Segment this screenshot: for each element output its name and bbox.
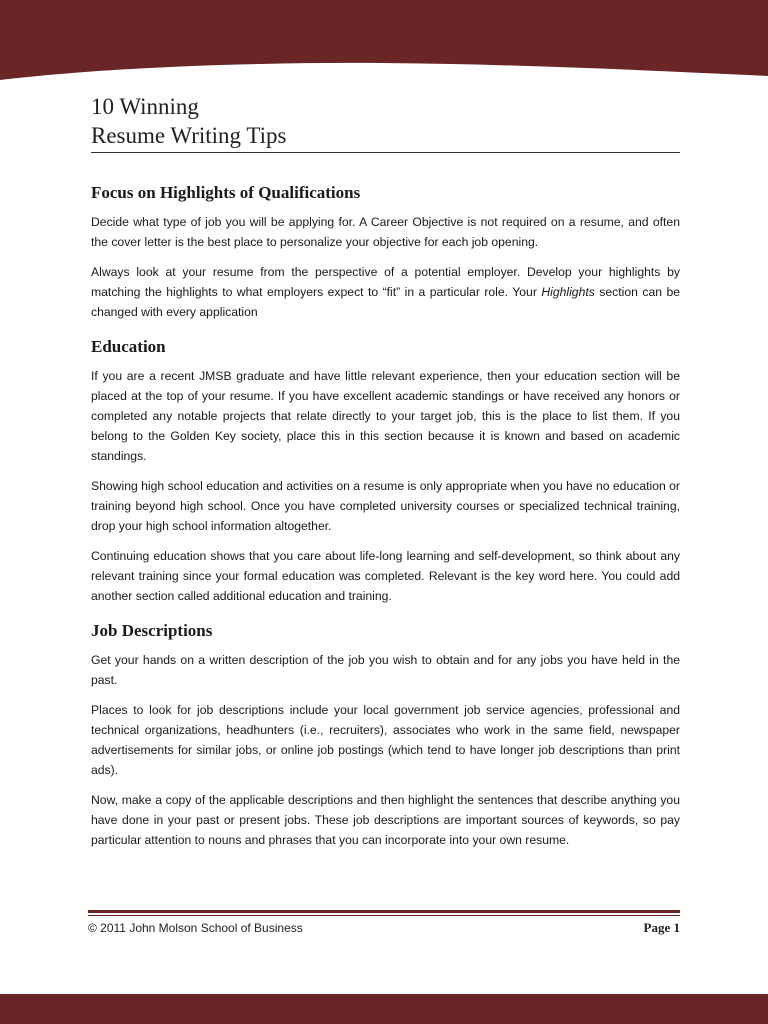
- section-heading: Focus on Highlights of Qualifications: [91, 183, 361, 202]
- document-body: [91, 182, 680, 860]
- emphasis-text: Highlights: [541, 285, 595, 299]
- paragraph-text: Always look at your resume from the perspective of a potential employer. Develop your highlights by matching the highlights to what employers expect to “fit” in a particular role. Your: [91, 265, 680, 299]
- paragraph: Now, make a copy of the applicable descriptions and then highlight the sentences that describe anything you have done in your past or present jobs. These job descriptions are important sources of keywords, so pay particular attention to nouns and phrases that you can incorporate into your own resume.: [91, 793, 680, 847]
- footer-band: [0, 994, 768, 1024]
- footer-copyright: © 2011 John Molson School of Business: [88, 921, 303, 935]
- header-band: [0, 0, 768, 84]
- paragraph: Continuing education shows that you care about life-long learning and self-development, so think about any relevant training since your formal education was completed. Relevant is the key word here. You could add another section called additional education and training.: [91, 549, 680, 603]
- header-wave-shape: [0, 0, 768, 84]
- section-heading: Education: [91, 337, 166, 356]
- paragraph: Showing high school education and activities on a resume is only appropriate when you have no education or training beyond high school. Once you have completed university courses or specialized technical training, drop your high school information altogether.: [91, 479, 680, 533]
- paragraph-text: section can be changed with every application: [91, 285, 680, 319]
- section-education: [91, 336, 680, 606]
- paragraph: If you are a recent JMSB graduate and have little relevant experience, then your education section will be placed at the top of your resume. If you have excellent academic standings or have received any honors or completed any notable projects that relate directly to your target job, this is the place to list them. If you belong to the Golden Key society, place this in this section because it is known and based on academic standings.: [91, 369, 680, 463]
- page-footer: [88, 910, 680, 936]
- footer-rule: [88, 915, 680, 916]
- section-job-descriptions: [91, 620, 680, 850]
- section-highlights: [91, 182, 680, 322]
- page-number: Page 1: [643, 920, 680, 935]
- document-title: [91, 92, 680, 153]
- title-line-2: Resume Writing Tips: [91, 123, 287, 148]
- footer-row: [88, 920, 680, 936]
- paragraph: Places to look for job descriptions include your local government job service agencies, professional and technical organizations, headhunters (i.e., recruiters), associates who work in the same field, newspaper advertisements for similar jobs, or online job postings (which tend to have longer job descriptions than print ads).: [91, 703, 680, 777]
- title-line-1: 10 Winning: [91, 94, 199, 119]
- section-heading: Job Descriptions: [91, 621, 213, 640]
- footer-rule: [88, 910, 680, 913]
- paragraph: Get your hands on a written description of the job you wish to obtain and for any jobs you have held in the past.: [91, 653, 680, 687]
- paragraph: Decide what type of job you will be applying for. A Career Objective is not required on a resume, and often the cover letter is the best place to personalize your objective for each job opening.: [91, 215, 680, 249]
- paragraph: [91, 262, 680, 322]
